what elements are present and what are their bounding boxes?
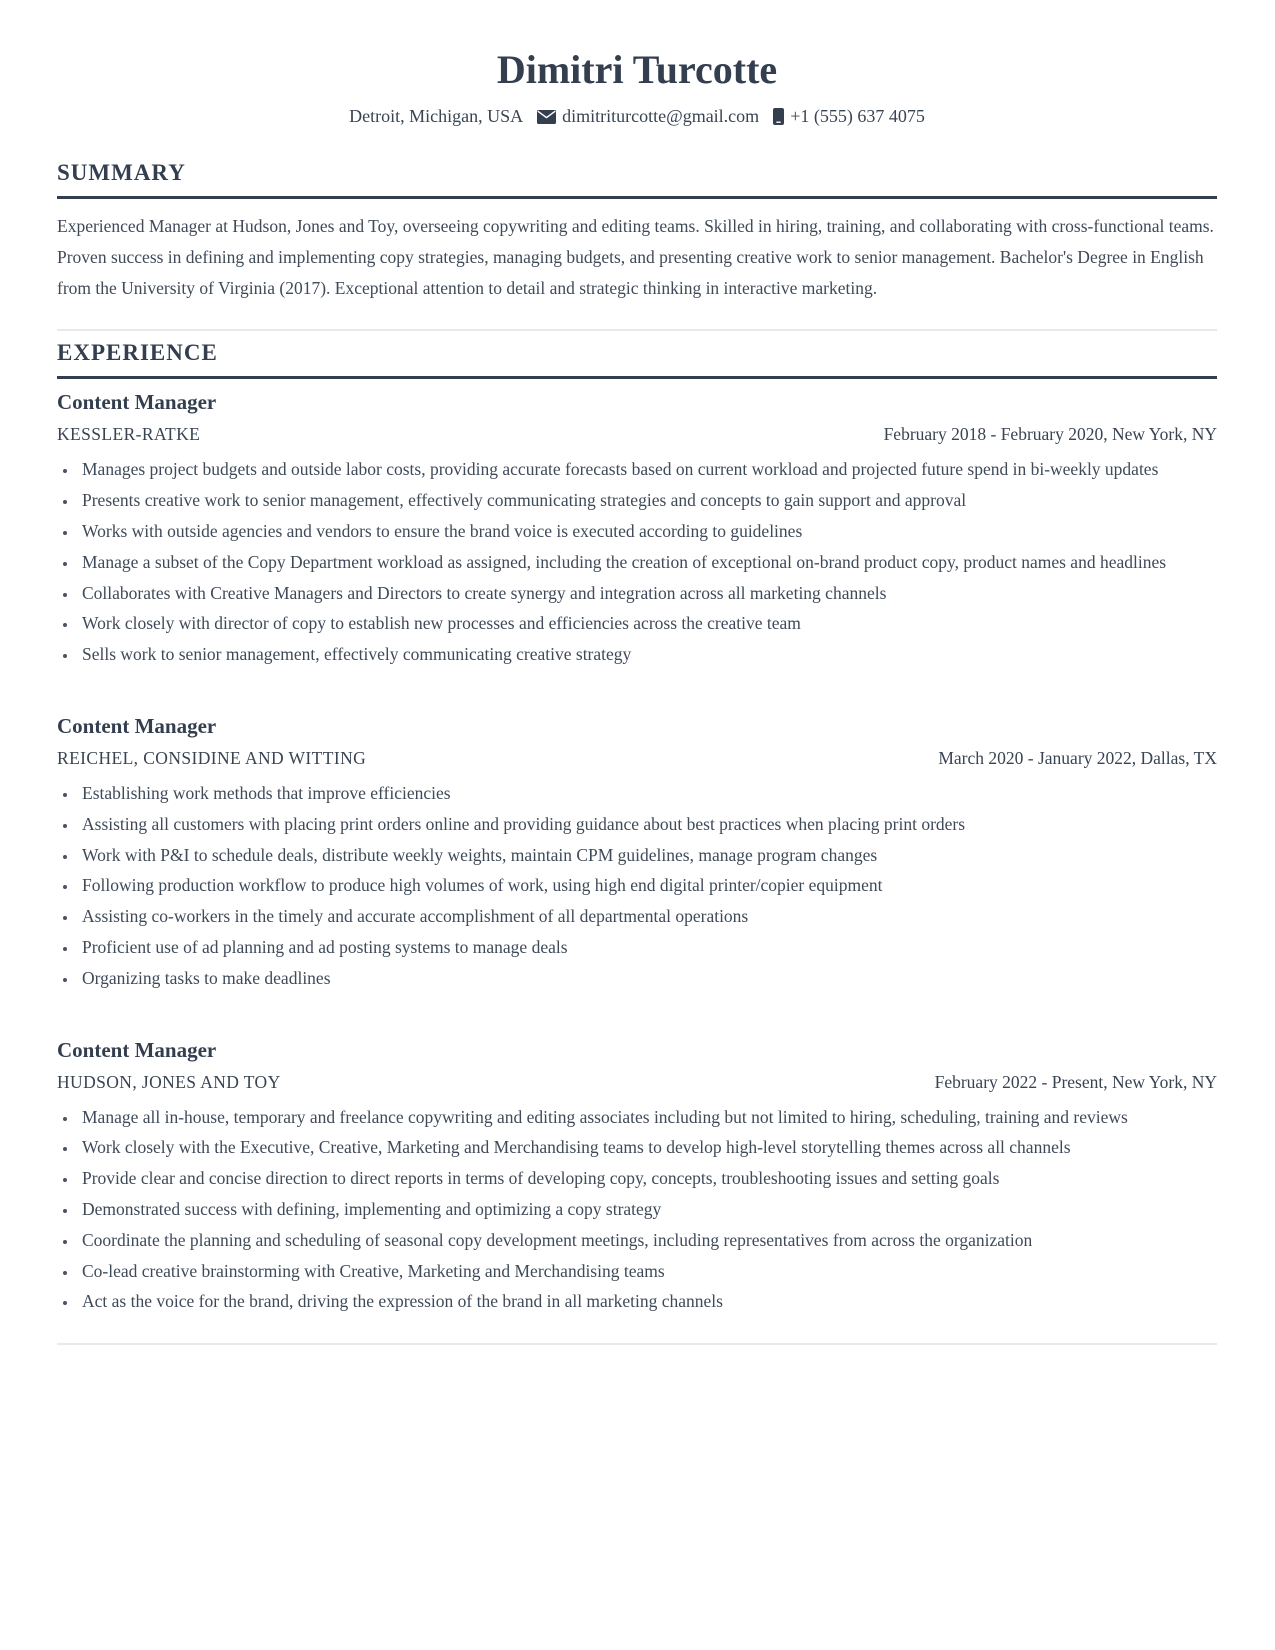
job-bullet: • Manage a subset of the Copy Department workload as assigned, including the creation of exceptional on-brand product copy, product names and headlines [78,547,1217,578]
section-divider [57,329,1217,331]
job-dates: February 2018 - February 2020, New York, NY [883,424,1217,445]
job-bullet: • Works with outside agencies and vendors to ensure the brand voice is executed according to guidelines [78,516,1217,547]
summary-text: Experienced Manager at Hudson, Jones and Toy, overseeing copywriting and editing teams. Skilled in hiring, training, and collaborating with cross-functional teams. Proven success in defining and implementing copy strategies, managing budgets, and presenting creative work to senior management. Bachelor's Degree in English from the University of Virginia (2017). Exceptional attention to detail and strategic thinking in interactive marketing. [57,216,1214,298]
job-company: KESSLER-RATKE [57,424,201,445]
section-divider [57,1343,1217,1345]
summary-heading: SUMMARY [57,160,1217,199]
job-dates: February 2022 - Present, New York, NY [934,1071,1217,1092]
phone-text: +1 (555) 637 4075 [790,106,925,126]
job-meta [57,424,1217,445]
contact-line [57,106,1217,127]
job-bullet: • Work closely with the Executive, Creative, Marketing and Merchandising teams to develop high-level storytelling themes across all channels [78,1132,1217,1163]
job-bullet: • Assisting co-workers in the timely and accurate accomplishment of all departmental operations [78,901,1217,932]
job-bullet: • Work closely with director of copy to establish new processes and efficiencies across the creative team [78,608,1217,639]
summary-section [57,160,1217,303]
job-title: Content Manager [57,390,217,415]
job-bullet: • Provide clear and concise direction to direct reports in terms of developing copy, concepts, troubleshooting issues and setting goals [78,1163,1217,1194]
job-entry [57,1038,1217,1318]
job-entry [57,714,1217,994]
contact-location [349,106,523,127]
job-bullet: • Collaborates with Creative Managers and Directors to create synergy and integration across all marketing channels [78,578,1217,609]
location-text: Detroit, Michigan, USA [349,106,524,126]
experience-heading: EXPERIENCE [57,340,1217,379]
job-bullet: • Co-lead creative brainstorming with Creative, Marketing and Merchandising teams [78,1256,1217,1287]
contact-email [537,106,759,127]
job-bullet: • Proficient use of ad planning and ad posting systems to manage deals [78,932,1217,963]
job-meta [57,748,1217,769]
mobile-phone-icon [773,108,784,125]
resume-header [57,46,1217,127]
envelope-icon [537,110,556,124]
contact-phone [773,106,925,127]
job-bullet: • Sells work to senior management, effectively communicating creative strategy [78,639,1217,670]
job-company: HUDSON, JONES AND TOY [57,1071,281,1092]
job-bullet: • Presents creative work to senior management, effectively communicating strategies and concepts to gain support and approval [78,485,1217,516]
email-text: dimitriturcotte@gmail.com [562,106,760,126]
person-name: Dimitri Turcotte [496,47,778,92]
job-dates: March 2020 - January 2022, Dallas, TX [938,747,1217,768]
job-title: Content Manager [57,713,217,738]
job-bullet-list [57,778,1217,994]
job-bullet: • Establishing work methods that improve efficiencies [78,778,1217,809]
job-bullet: • Assisting all customers with placing print orders online and providing guidance about best practices when placing print orders [78,809,1217,840]
job-bullet: • Coordinate the planning and scheduling of seasonal copy development meetings, including representatives from across the organization [78,1225,1217,1256]
job-bullet: • Work with P&I to schedule deals, distribute weekly weights, maintain CPM guidelines, manage program changes [78,840,1217,871]
job-entry [57,390,1217,670]
job-bullet: • Manage all in-house, temporary and freelance copywriting and editing associates including but not limited to hiring, scheduling, training and reviews [78,1102,1217,1133]
job-bullet: • Following production workflow to produce high volumes of work, using high end digital printer/copier equipment [78,870,1217,901]
job-bullet: • Organizing tasks to make deadlines [78,963,1217,994]
job-bullet-list [57,454,1217,670]
experience-section [57,340,1217,1317]
job-bullet: • Demonstrated success with defining, implementing and optimizing a copy strategy [78,1194,1217,1225]
job-bullet: • Act as the voice for the brand, driving the expression of the brand in all marketing channels [78,1286,1217,1317]
job-title: Content Manager [57,1037,217,1062]
job-bullet: • Manages project budgets and outside labor costs, providing accurate forecasts based on current workload and projected future spend in bi-weekly updates [78,454,1217,485]
job-meta [57,1072,1217,1093]
job-bullet-list [57,1102,1217,1318]
job-company: REICHEL, CONSIDINE AND WITTING [57,747,367,768]
